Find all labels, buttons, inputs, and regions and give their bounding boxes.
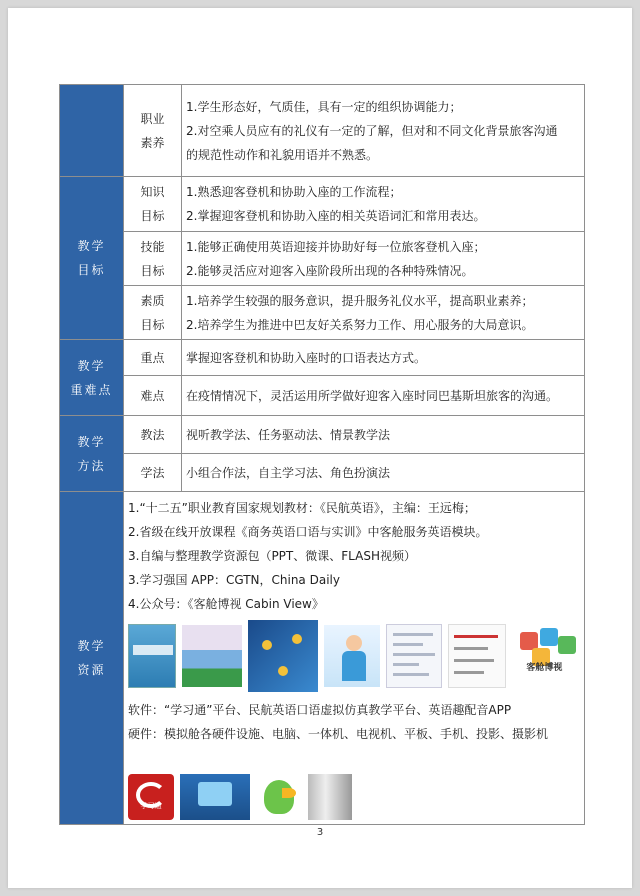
category-cell-fangfa: 教学 方法 (60, 416, 124, 492)
category-cell-mubiao: 教学 目标 (60, 177, 124, 340)
course-screenshot-image (182, 625, 242, 687)
sub-cell-zhongdian: 重点 (124, 340, 182, 376)
cabin-view-logo-image: 客舱博视 (512, 628, 580, 684)
category-cell-ziyuan: 教学 资源 (60, 492, 124, 825)
table-row (60, 232, 585, 286)
content-zhishi: 1.熟悉迎客登机和协助入座的工作流程； 2.掌握迎客登机和协助入座的相关英语词汇和常用表达。 (182, 177, 585, 232)
sub-cell-jineng: 技能 目标 (124, 232, 182, 286)
content-xuefa: 小组合作法，自主学习法、角色扮演法 (182, 454, 585, 492)
news-list-screenshot-image (448, 624, 506, 688)
table-row (60, 177, 585, 232)
resource-line: 4.公众号：《客舱博视 Cabin View》 (128, 597, 324, 611)
content-zhiye: 1.学生形态好，气质佳，具有一定的组织协调能力； 2.对空乘人员应有的礼仪有一定的了解，但对和不同文化背景旅客沟通 的规范性动作和礼貌用语并不熟悉。 (182, 85, 585, 177)
table-row (60, 340, 585, 376)
sub-cell-nandian: 难点 (124, 376, 182, 416)
simulation-platform-image (180, 774, 250, 820)
resource-line: 3.自编与整理教学资源包（PPT、微课、FLASH视频） (128, 549, 416, 563)
textbook-cover-image (128, 624, 176, 688)
table-row (60, 376, 585, 416)
content-jiaofa: 视听教学法、任务驱动法、情景教学法 (182, 416, 585, 454)
cabin-hardware-photo-image (308, 774, 352, 820)
platform-images (128, 774, 580, 820)
news-app-screenshot-image (386, 624, 442, 688)
sub-cell-xuefa: 学法 (124, 454, 182, 492)
table-row (60, 85, 585, 177)
table-row (60, 416, 585, 454)
sub-cell-jiaofa: 教法 (124, 416, 182, 454)
xuexitong-logo-image: 学习通 (128, 774, 174, 820)
resource-line: 3.学习强国 APP：CGTN，China Daily (128, 573, 340, 587)
resource-thumbnails (128, 620, 580, 692)
content-nandian: 在疫情情况下，灵活运用所学做好迎客入座时同巴基斯坦旅客的沟通。 (182, 376, 585, 416)
category-cell-zhongnandian: 教学 重难点 (60, 340, 124, 416)
software-line: 软件：“学习通”平台、民航英语口语虚拟仿真教学平台、英语趣配音APP (128, 703, 512, 717)
cartoon-attendant-image (324, 625, 380, 687)
teaching-plan-table (59, 84, 585, 825)
dubbing-app-logo-image (256, 774, 302, 820)
resource-line: 1.“十二五”职业教育国家规划教材：《民航英语》，主编：王远梅； (128, 501, 476, 515)
document-page (8, 8, 632, 888)
resource-line: 2.省级在线开放课程《商务英语口语与实训》中客舱服务英语模块。 (128, 525, 488, 539)
content-suzhi: 1.培养学生较强的服务意识，提升服务礼仪水平，提高职业素养； 2.培养学生为推进中巴友好关系努力工作、用心服务的大局意识。 (182, 286, 585, 340)
content-zhongdian: 掌握迎客登机和协助入座时的口语表达方式。 (182, 340, 585, 376)
content-ziyuan (124, 492, 585, 825)
content-jineng: 1.能够正确使用英语迎接并协助好每一位旅客登机入座； 2.能够灵活应对迎客入座阶段所出现的各种特殊情况。 (182, 232, 585, 286)
hardware-line: 硬件：模拟舱各硬件设施、电脑、一体机、电视机、平板、手机、投影、摄影机 (128, 727, 549, 741)
map-infographic-image (248, 620, 318, 692)
sub-cell-zhiye: 职业 素养 (124, 85, 182, 177)
table-row (60, 492, 585, 825)
table-row (60, 454, 585, 492)
sub-cell-zhishi: 知识 目标 (124, 177, 182, 232)
table-row (60, 286, 585, 340)
sub-cell-suzhi: 素质 目标 (124, 286, 182, 340)
page-number: 3 (316, 827, 324, 838)
category-cell-empty (60, 85, 124, 177)
